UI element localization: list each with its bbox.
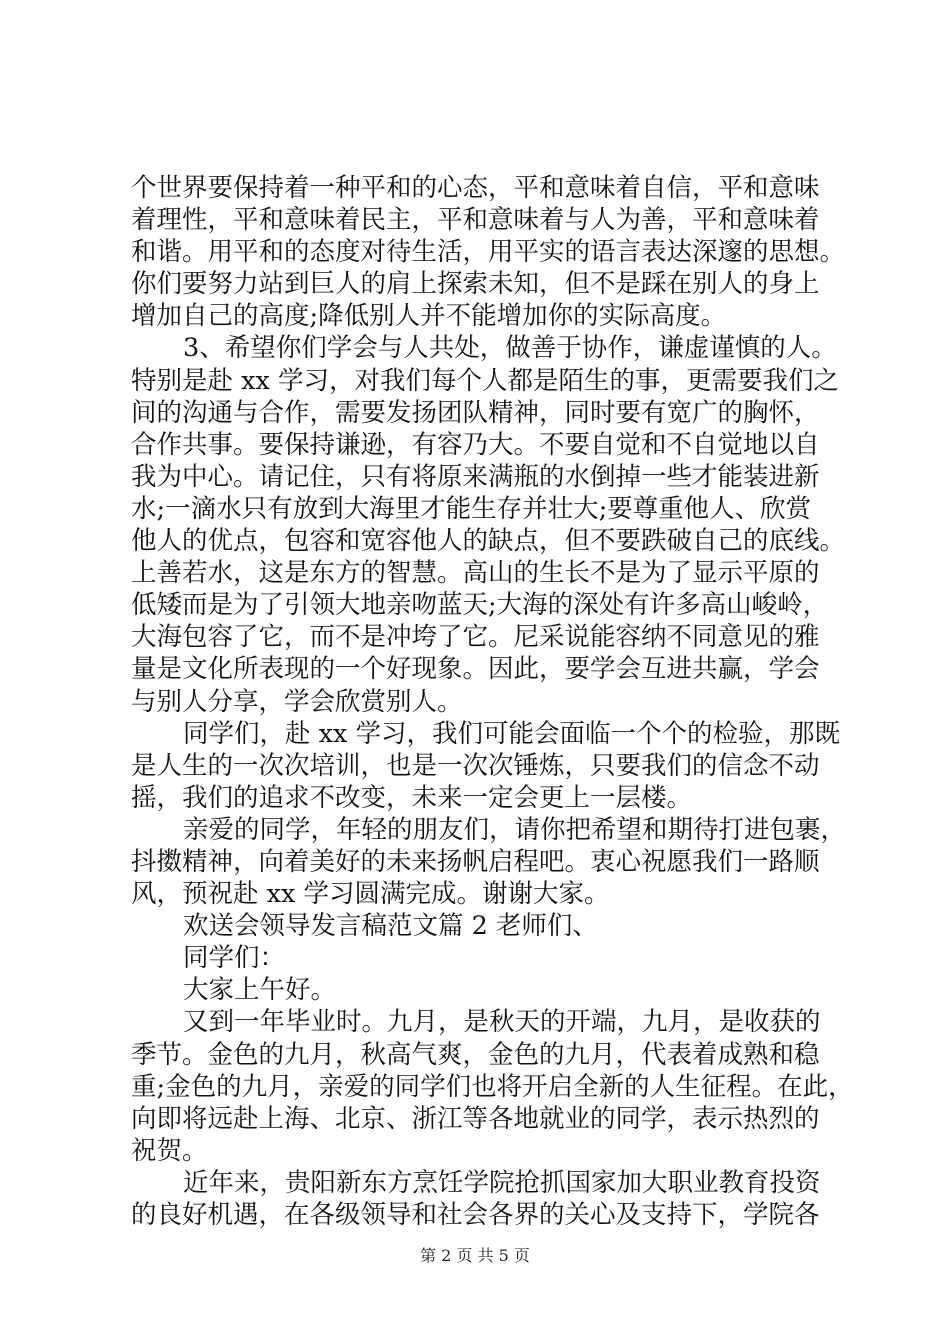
text-line: 抖擞精神，向着美好的未来扬帆启程吧。衷心祝愿我们一路顺 [131, 846, 820, 877]
text-line: 你们要努力站到巨人的肩上探索未知，但不是踩在别人的身上 [131, 269, 820, 300]
text-line: 水;一滴水只有放到大海里才能生存并壮大;要尊重他人、欣赏 [131, 493, 812, 524]
text-line: 低矮而是为了引领大地亲吻蓝天;大海的深处有许多高山峻岭， [131, 590, 829, 621]
text-line: 同学们，赴 xx 学习，我们可能会面临一个个的检验，那既 [183, 718, 840, 749]
text-line: 间的沟通与合作，需要发扬团队精神，同时要有宽广的胸怀， [131, 397, 820, 428]
text-line: 季节。金色的九月，秋高气爽，金色的九月，代表着成熟和稳 [131, 1039, 820, 1070]
text-line: 重;金色的九月，亲爱的同学们也将开启全新的人生征程。在此， [131, 1071, 854, 1102]
text-line: 量是文化所表现的一个好现象。因此，要学会互进共赢，学会 [131, 654, 820, 685]
text-line: 增加自己的高度;降低别人并不能增加你的实际高度。 [131, 301, 727, 332]
text-line: 风，预祝赴 xx 学习圆满完成。谢谢大家。 [131, 879, 610, 910]
text-line: 特别是赴 xx 学习，对我们每个人都是陌生的事，更需要我们之 [131, 365, 839, 396]
text-line: 欢送会领导发言稿范文篇 2 老师们、 [183, 911, 598, 942]
text-line: 亲爱的同学，年轻的朋友们，请你把希望和期待打进包裹， [183, 814, 847, 845]
text-line: 个世界要保持着一种平和的心态，平和意味着自信，平和意味 [131, 173, 820, 203]
text-line: 与别人分享，学会欣赏别人。 [131, 686, 463, 717]
page-number-label: 第 2 页 共 5 页 [420, 1246, 530, 1265]
text-line: 3、希望你们学会与人共处，做善于协作，谦虚谨慎的人。 [183, 333, 837, 364]
text-line: 祝贺。 [131, 1135, 208, 1166]
text-line: 的良好机遇，在各级领导和社会各界的关心及支持下，学院各 [131, 1200, 820, 1230]
text-line: 和谐。用平和的态度对待生活，用平实的语言表达深邃的思想。 [131, 237, 846, 268]
text-line: 近年来，贵阳新东方烹饪学院抢抓国家加大职业教育投资 [183, 1167, 821, 1198]
text-line: 又到一年毕业时。九月，是秋天的开端，九月，是收获的 [183, 1007, 821, 1038]
text-line: 同学们： [183, 943, 286, 974]
text-line: 着理性，平和意味着民主，平和意味着与人为善，平和意味着 [131, 205, 820, 236]
text-line: 他人的优点，包容和宽容他人的缺点，但不要跌破自己的底线。 [131, 526, 846, 557]
text-line: 向即将远赴上海、北京、浙江等各地就业的同学，表示热烈的 [131, 1103, 820, 1134]
document-body [131, 172, 854, 1231]
text-line: 是人生的一次次培训，也是一次次锤炼，只要我们的信念不动 [131, 750, 820, 781]
text-line: 合作共事。要保持谦逊，有容乃大。不要自觉和不自觉地以自 [131, 429, 820, 460]
text-line: 大家上午好。 [183, 975, 337, 1006]
page-footer [0, 1246, 950, 1266]
text-line: 大海包容了它，而不是冲垮了它。尼采说能容纳不同意见的雅 [131, 622, 820, 653]
text-line: 摇，我们的追求不改变，未来一定会更上一层楼。 [131, 782, 693, 813]
text-line: 上善若水，这是东方的智慧。高山的生长不是为了显示平原的 [131, 558, 820, 589]
text-line: 我为中心。请记住，只有将原来满瓶的水倒掉一些才能装进新 [131, 461, 820, 492]
